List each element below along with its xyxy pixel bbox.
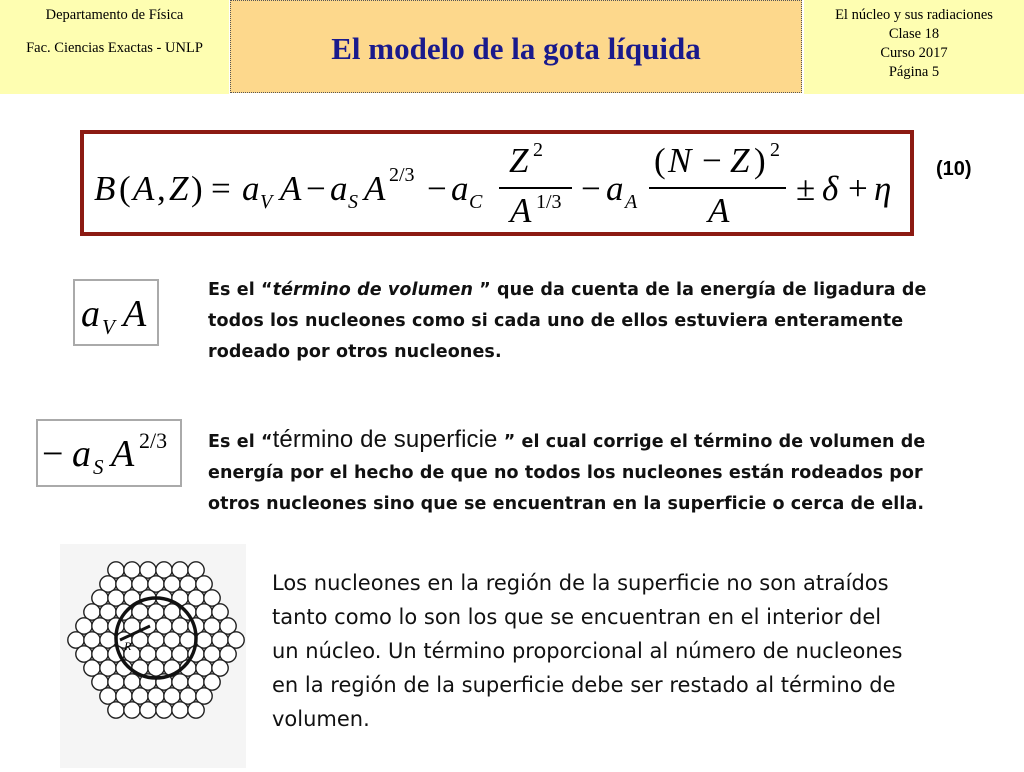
eq-frac1-exp: 2: [533, 139, 543, 161]
volume-term-A: A: [123, 293, 147, 335]
eq-paren-open: (: [119, 169, 131, 208]
eq-frac2-paren-open: (: [654, 141, 666, 180]
surface-term-minus: −: [42, 433, 64, 475]
eq-aV-a: a: [242, 169, 260, 208]
eq-minus-1: −: [306, 169, 326, 208]
eq-comma: ,: [157, 169, 166, 208]
course-year-label: Curso 2017: [880, 45, 948, 61]
eq-frac2-Z: Z: [730, 141, 750, 180]
page-title: El modelo de la gota líquida: [331, 31, 701, 66]
eq-aC-a: a: [451, 169, 469, 208]
nucleon: [156, 702, 172, 718]
eq-aA-sub: A: [625, 191, 638, 213]
binding-energy-equation: [80, 130, 914, 236]
surface-term-name: término de superficie: [272, 426, 498, 453]
page-number-label: Página 5: [888, 64, 940, 80]
eq-frac2-N: N: [668, 141, 692, 180]
surface-desc-line-1: Es el “término de superficie ” el cual corrige el término de volumen de: [208, 426, 926, 453]
eq-aA-a: a: [606, 169, 624, 208]
eq-B: B: [94, 169, 116, 208]
surface-term-a: a: [72, 433, 91, 475]
eq-frac1-Z: Z: [509, 141, 529, 180]
class-number-label: Clase 18: [888, 26, 940, 42]
explanation-line-2: tanto como lo son los que se encuentran en el interior del: [272, 605, 882, 629]
surface-desc-line-2: energía por el hecho de que no todos los nucleones están rodeados por: [208, 463, 923, 483]
volume-term-a: a: [81, 293, 100, 335]
surface-term-exp: 2/3: [139, 428, 168, 453]
eq-aS-A: A: [364, 169, 386, 208]
nucleus-illustration: [60, 544, 246, 768]
nucleon: [140, 702, 156, 718]
nucleon: [124, 702, 140, 718]
eq-Z: Z: [169, 169, 189, 208]
eq-frac1-A: A: [510, 191, 532, 230]
equation-number: (10): [936, 158, 972, 180]
header-right-panel: [804, 0, 1024, 94]
nucleon: [108, 702, 124, 718]
volume-desc-line-1: Es el “término de volumen ” que da cuenta de la energía de ligadura de: [208, 280, 927, 300]
course-topic-label: El núcleo y sus radiaciones: [835, 7, 993, 23]
eq-frac2-exp: 2: [770, 139, 780, 161]
eq-aS-exp: 2/3: [389, 164, 415, 186]
explanation-line-4: en la región de la superficie debe ser restado al término de: [272, 673, 896, 697]
eq-frac2-paren-close: ): [754, 141, 766, 180]
surface-term-description: [208, 424, 925, 520]
surface-term-A: A: [111, 433, 135, 475]
volume-term-name: término de volumen: [272, 280, 474, 300]
volume-desc-line-3: rodeado por otros nucleones.: [208, 342, 502, 362]
nucleus-diagram: [60, 544, 246, 768]
eq-minus-3: −: [581, 169, 601, 208]
surface-desc-line-3: otros nucleones sino que se encuentran en la superficie o cerca de ella.: [208, 494, 925, 514]
volume-term-box: [73, 279, 159, 346]
surface-term-sub: S: [93, 455, 104, 479]
eq-aV-sub: V: [260, 191, 273, 213]
surface-term-box: [36, 419, 182, 487]
volume-desc-line-2: todos los nucleones como si cada uno de ellos estuviera enteramente: [208, 311, 904, 331]
faculty-label: Fac. Ciencias Exactas - UNLP: [26, 40, 203, 56]
eq-frac2-A: A: [708, 191, 730, 230]
eq-frac1-exp13: 1/3: [536, 191, 562, 213]
eq-plus: +: [848, 169, 868, 208]
explanation-line-5: volumen.: [272, 707, 370, 731]
eq-frac2-minus: −: [702, 141, 722, 180]
header-title-panel: [230, 0, 802, 93]
eq-A: A: [133, 169, 155, 208]
radius-label: R: [124, 639, 132, 653]
eq-equals: =: [211, 169, 231, 208]
eq-aC-sub: C: [469, 191, 483, 213]
eq-minus-2: −: [427, 169, 447, 208]
surface-explanation: [272, 566, 903, 736]
volume-term-sub: V: [102, 315, 115, 339]
eq-delta: δ: [822, 169, 839, 208]
eq-aS-sub: S: [348, 191, 358, 213]
explanation-line-3: un núcleo. Un término proporcional al número de nucleones: [272, 639, 903, 663]
eq-eta: η: [874, 169, 892, 208]
nucleon: [188, 702, 204, 718]
explanation-line-1: Los nucleones en la región de la superficie no son atraídos: [272, 571, 889, 595]
eq-plus-minus: ±: [796, 169, 816, 208]
eq-aS-a: a: [330, 169, 348, 208]
eq-aV-A: A: [280, 169, 302, 208]
volume-term-description: [208, 275, 926, 368]
eq-paren-close: ): [191, 169, 203, 208]
header-left-panel: [0, 0, 229, 94]
department-label: Departamento de Física: [45, 7, 184, 23]
nucleon: [172, 702, 188, 718]
